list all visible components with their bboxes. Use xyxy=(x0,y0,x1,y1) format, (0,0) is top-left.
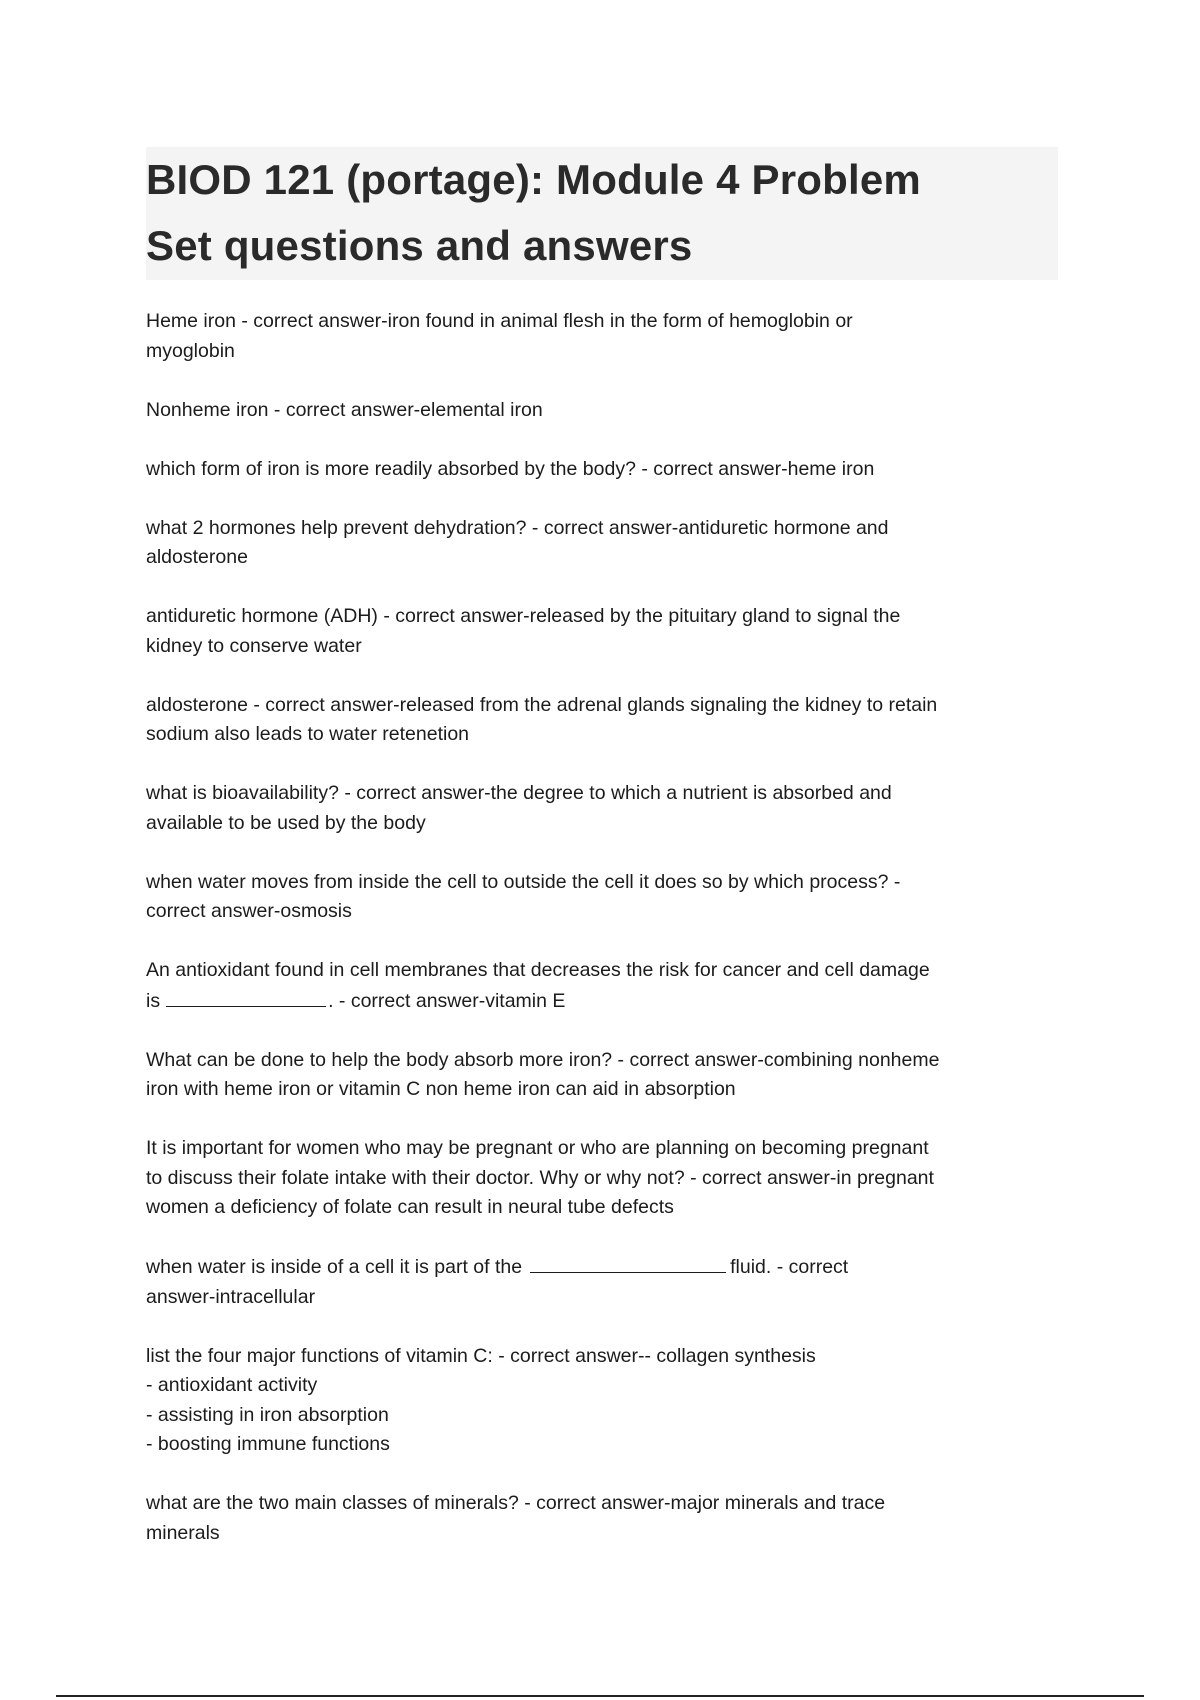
qa-line: aldosterone - correct answer-released from the adrenal glands signaling the kidney to retain xyxy=(146,693,938,716)
qa-line: iron with heme iron or vitamin C non heme iron can aid in absorption xyxy=(146,1078,736,1100)
qa-item xyxy=(146,691,1066,750)
qa-line: antiduretic hormone (ADH) - correct answer-released by the pituitary gland to signal the xyxy=(146,605,901,627)
qa-item xyxy=(146,307,1066,366)
qa-line: answer-intracellular xyxy=(146,1285,316,1308)
fill-in-blank xyxy=(530,1252,726,1273)
qa-line: It is important for women who may be pregnant or who are planning on becoming pregnant xyxy=(146,1137,929,1159)
qa-line: when water moves from inside the cell to outside the cell it does so by which process? - xyxy=(146,870,901,893)
qa-line: list the four major functions of vitamin C: - correct answer-- collagen synthesis xyxy=(146,1344,816,1367)
qa-line: what 2 hormones help prevent dehydration? - correct answer-antiduretic hormone and xyxy=(146,516,889,539)
document-title xyxy=(146,147,1058,279)
qa-item xyxy=(146,868,1066,927)
qa-line: women a deficiency of folate can result in neural tube defects xyxy=(146,1196,674,1218)
qa-line: correct answer-osmosis xyxy=(146,900,352,922)
qa-line: What can be done to help the body absorb more iron? - correct answer-combining nonheme xyxy=(146,1048,940,1071)
qa-item xyxy=(146,1046,1066,1105)
qa-line: to discuss their folate intake with their doctor. Why or why not? - correct answer-in pregnant xyxy=(146,1166,934,1189)
qa-item xyxy=(146,956,1066,1016)
title-block xyxy=(146,147,1058,280)
qa-line: which form of iron is more readily absorbed by the body? - correct answer-heme iron xyxy=(146,457,875,480)
title-line: BIOD 121 (portage): Module 4 Problem xyxy=(146,156,921,203)
qa-line: myoglobin xyxy=(146,339,235,362)
qa-line: - antioxidant activity xyxy=(146,1374,318,1396)
qa-line: - boosting immune functions xyxy=(146,1433,390,1455)
qa-item xyxy=(146,455,1066,485)
qa-list xyxy=(146,307,1066,1578)
qa-item xyxy=(146,1134,1066,1223)
qa-item xyxy=(146,602,1066,661)
footer-divider xyxy=(56,1695,1144,1697)
title-line: Set questions and answers xyxy=(146,222,693,269)
qa-line: Heme iron - correct answer-iron found in animal flesh in the form of hemoglobin or xyxy=(146,310,853,332)
qa-item xyxy=(146,514,1066,573)
qa-item xyxy=(146,1489,1066,1548)
qa-line: available to be used by the body xyxy=(146,811,426,834)
qa-line: An antioxidant found in cell membranes that decreases the risk for cancer and cell damage xyxy=(146,959,930,981)
qa-line: Nonheme iron - correct answer-elemental iron xyxy=(146,398,543,421)
qa-item xyxy=(146,396,1066,426)
qa-text: when water is inside of a cell it is part of the xyxy=(146,1256,523,1278)
qa-line: what are the two main classes of minerals? - correct answer-major minerals and trace xyxy=(146,1492,886,1514)
qa-line: what is bioavailability? - correct answer-the degree to which a nutrient is absorbed and xyxy=(146,782,892,804)
qa-line: - assisting in iron absorption xyxy=(146,1403,389,1426)
qa-line xyxy=(146,1252,1066,1283)
qa-line: sodium also leads to water retenetion xyxy=(146,723,470,745)
qa-line xyxy=(146,986,1066,1017)
qa-line: minerals xyxy=(146,1521,220,1544)
qa-item xyxy=(146,1342,1066,1460)
qa-line: aldosterone xyxy=(146,546,248,568)
fill-in-blank xyxy=(166,986,326,1007)
qa-item xyxy=(146,1252,1066,1312)
qa-text: is xyxy=(146,989,161,1012)
qa-text: . - correct answer-vitamin E xyxy=(328,989,566,1012)
qa-item xyxy=(146,779,1066,838)
qa-text: fluid. - correct xyxy=(730,1256,849,1278)
qa-line: kidney to conserve water xyxy=(146,634,362,657)
